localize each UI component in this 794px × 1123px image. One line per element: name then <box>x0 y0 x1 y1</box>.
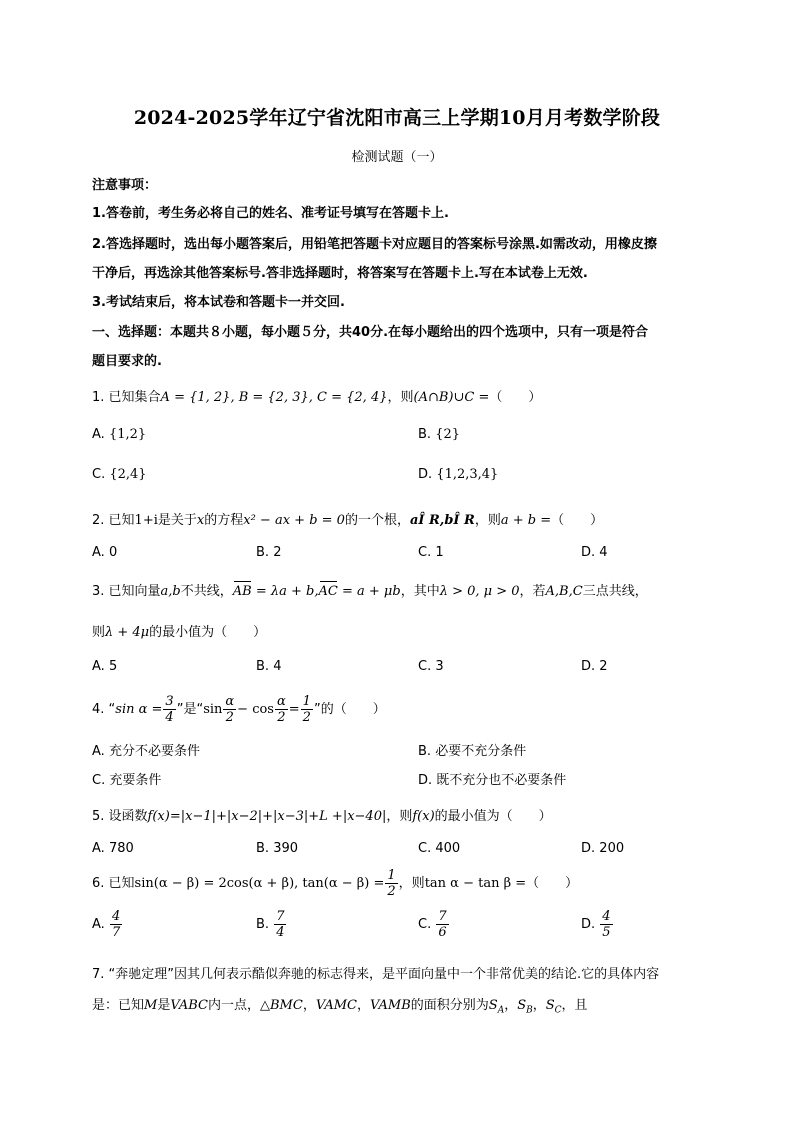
q6-expr: tan α − tan β = <box>424 876 527 891</box>
option-text: 4 <box>273 659 282 674</box>
q5-text-b: ，则 <box>386 809 413 824</box>
notice-item-1: 1.答卷前，考生务必将自己的姓名、准考证号填写在答题卡上. <box>92 206 449 221</box>
option-text: {2} <box>435 427 461 442</box>
q7-area-a: S <box>488 998 498 1013</box>
q6-condition: sin(α − β) = 2cos(α + β), tan(α − β) = <box>134 876 385 891</box>
q5-fx: f(x) <box>412 809 435 824</box>
q4-option-d[interactable] <box>418 769 566 788</box>
q7-text-b: 是 <box>157 998 171 1013</box>
q3-line2-b: 的最小值为（ ） <box>149 625 267 640</box>
option-text: 2 <box>599 659 608 674</box>
q2-option-c[interactable] <box>418 545 444 560</box>
q6-frac <box>385 868 397 899</box>
option-text: 400 <box>435 841 461 856</box>
q3-points: A,B,C <box>545 584 583 599</box>
q5-option-b[interactable] <box>256 841 298 856</box>
page-title: 2024-2025学年辽宁省沈阳市高三上学期10月月考数学阶段 <box>133 107 661 129</box>
q1-expr: (A∩B)∪C = <box>413 390 490 405</box>
option-label: C. <box>418 917 432 932</box>
q3-expr: λ + 4μ <box>105 625 150 640</box>
q3-text-b: 不共线， <box>180 584 233 599</box>
q7-triangle-amc: VAMC <box>315 998 357 1013</box>
question-3-stem-cont <box>92 621 266 640</box>
option-label: C. <box>418 841 432 856</box>
option-frac <box>436 909 448 940</box>
question-5-stem <box>92 805 552 824</box>
q7-sep: ， <box>532 998 546 1013</box>
option-label: C. <box>92 773 106 788</box>
option-label: B. <box>256 659 270 674</box>
q2-text-a: 2. 已知 <box>92 513 135 528</box>
q4-option-b[interactable] <box>418 740 526 759</box>
q3-condition: λ > 0, μ > 0 <box>439 584 520 599</box>
option-label: A. <box>92 744 105 759</box>
q1-text-b: ，则 <box>387 390 414 405</box>
q1-paren: （ ） <box>489 390 542 405</box>
q3-option-a[interactable] <box>92 659 117 674</box>
notice-item-3: 3.考试结束后，将本试卷和答题卡一并交回. <box>92 295 345 310</box>
q3-ac-expr: = a + μb <box>337 584 401 599</box>
option-text: 4 <box>599 545 608 560</box>
q6-text-b: ，则 <box>398 876 425 891</box>
frac-den: 2 <box>277 710 286 725</box>
question-7-stem-cont <box>92 994 588 1016</box>
option-text: {1,2,3,4} <box>436 467 499 482</box>
q3-text-e: 三点共线， <box>582 584 648 599</box>
option-text: 既不充分也不必要条件 <box>436 773 567 788</box>
question-6-stem <box>92 868 578 899</box>
q4-text-b: ”是“ <box>176 702 204 717</box>
q7-triangle-bmc: △BMC <box>260 998 303 1013</box>
q6-text-a: 6. 已知 <box>92 876 135 891</box>
q7-area-c: S <box>545 998 555 1013</box>
notice-item-2-cont: 干净后，再选涂其他答案标号.答非选择题时，将答案写在答题卡上.写在本试卷上无效. <box>92 266 588 281</box>
q1-text: 1. 已知集合 <box>92 390 161 405</box>
section-heading-cont: 题目要求的. <box>92 354 162 369</box>
q5-option-d[interactable] <box>581 841 624 856</box>
option-label: A. <box>92 917 105 932</box>
option-label: A. <box>92 427 105 442</box>
option-frac <box>110 909 122 940</box>
q1-option-b[interactable] <box>418 427 460 442</box>
q2-text-b: 是关于 <box>157 513 197 528</box>
q3-line2-a: 则 <box>92 625 106 640</box>
option-text: 390 <box>273 841 299 856</box>
q3-vectors: a,b <box>160 584 181 599</box>
option-label: B. <box>256 841 270 856</box>
option-label: B. <box>418 427 432 442</box>
q7-sep: ， <box>504 998 518 1013</box>
frac-den: 4 <box>165 710 174 725</box>
q4-option-a[interactable] <box>92 740 200 759</box>
notice-heading: 注意事项： <box>92 178 158 193</box>
option-text: 200 <box>599 841 625 856</box>
frac-den: 4 <box>276 925 285 940</box>
q2-option-a[interactable] <box>92 545 117 560</box>
q4-text-c: ”的（ ） <box>313 702 386 717</box>
option-text: 2 <box>273 545 282 560</box>
frac-num: α <box>225 694 235 709</box>
q3-vector-ab: AB <box>232 584 252 599</box>
q5-text-c: 的最小值为（ ） <box>434 809 552 824</box>
question-2-stem <box>92 509 603 528</box>
option-text: {1,2} <box>108 427 147 442</box>
option-label: C. <box>418 659 432 674</box>
q4-frac-4 <box>301 694 313 725</box>
option-frac <box>274 909 286 940</box>
frac-num: 7 <box>276 909 285 924</box>
q2-root: 1+i <box>134 513 158 528</box>
q7-area-a-sub: A <box>497 1005 505 1016</box>
option-text: 充要条件 <box>109 773 162 788</box>
q3-option-b[interactable] <box>256 659 281 674</box>
frac-num: 4 <box>602 909 611 924</box>
q7-text-c: 内一点， <box>207 998 260 1013</box>
option-text: 0 <box>108 545 118 560</box>
q5-option-c[interactable] <box>418 841 460 856</box>
q5-text-a: 5. 设函数 <box>92 809 148 824</box>
option-text: 1 <box>435 545 444 560</box>
q2-var: x <box>196 513 205 528</box>
frac-num: 7 <box>438 909 447 924</box>
frac-den: 2 <box>387 884 396 899</box>
q4-sin2: sin <box>203 702 223 717</box>
option-label: B. <box>256 545 270 560</box>
q2-option-b[interactable] <box>256 545 281 560</box>
q2-text-e: ，则 <box>474 513 501 528</box>
q2-equation: x² − ax + b = 0 <box>243 513 345 528</box>
q6-option-c[interactable] <box>418 909 450 941</box>
q4-option-c[interactable] <box>92 769 161 788</box>
q3-vector-ac: AC <box>318 584 338 599</box>
option-text: 必要不充分条件 <box>435 744 527 759</box>
q2-expr: a + b = <box>500 513 552 528</box>
question-3-stem <box>92 580 648 599</box>
option-label: A. <box>92 841 105 856</box>
q4-frac-1 <box>163 694 175 725</box>
q7-sep: ， <box>302 998 316 1013</box>
q3-ab-expr: = λa + b, <box>251 584 319 599</box>
q7-text-d: 的面积分别为 <box>410 998 489 1013</box>
option-label: D. <box>581 545 596 560</box>
q7-text-e: ，且 <box>561 998 588 1013</box>
q2-condition: aÎ R,bÎ R <box>409 513 475 528</box>
option-label: B. <box>256 917 270 932</box>
q7-text-a: 是：已知 <box>92 998 145 1013</box>
q7-point-m: M <box>144 998 158 1013</box>
q3-option-d[interactable] <box>581 659 608 674</box>
q6-option-b[interactable] <box>256 909 287 941</box>
q6-option-d[interactable] <box>581 909 614 941</box>
frac-den: 7 <box>111 925 121 940</box>
option-label: D. <box>581 659 596 674</box>
q4-frac-2 <box>223 694 236 725</box>
q4-text-a: 4. “ <box>92 702 116 717</box>
option-label: D. <box>581 917 596 932</box>
q1-sets: A = {1, 2}, B = {2, 3}, C = {2, 4} <box>160 390 388 405</box>
q7-area-c-sub: C <box>554 1005 562 1016</box>
q7-triangle-abc: VABC <box>170 998 208 1013</box>
option-label: D. <box>418 467 433 482</box>
option-label: C. <box>418 545 432 560</box>
frac-den: 6 <box>438 925 447 940</box>
frac-num: 1 <box>302 694 311 709</box>
frac-den: 2 <box>225 710 234 725</box>
option-label: A. <box>92 545 105 560</box>
section-heading: 一、选择题：本题共８小题，每小题５分，共40分.在每小题给出的四个选项中，只有一项是符合 <box>92 325 649 340</box>
q7-sep: ， <box>356 998 370 1013</box>
option-text: 3 <box>435 659 444 674</box>
question-4-stem <box>92 694 386 725</box>
q1-option-d[interactable] <box>418 467 498 482</box>
frac-den: 5 <box>602 925 611 940</box>
q4-eq: = <box>288 702 300 717</box>
frac-num: 1 <box>387 868 396 883</box>
q1-option-c[interactable] <box>92 467 147 482</box>
q5-option-a[interactable] <box>92 841 134 856</box>
option-text: {2,4} <box>109 467 147 482</box>
option-label: D. <box>418 773 433 788</box>
q4-sin: sin α = <box>115 702 163 717</box>
q3-option-c[interactable] <box>418 659 444 674</box>
frac-num: 3 <box>165 694 174 709</box>
notice-item-2: 2.答选择题时，选出每小题答案后，用铅笔把答题卡对应题目的答案标号涂黑.如需改动，用橡皮擦 <box>92 237 657 252</box>
q5-function: f(x)=|x−1|+|x−2|+|x−3|+L +|x−40| <box>147 809 387 824</box>
page-subtitle: 检测试题（一） <box>351 150 443 165</box>
q1-option-a[interactable] <box>92 427 146 442</box>
q4-frac-3 <box>275 694 288 725</box>
question-1-stem <box>92 386 541 405</box>
q3-text-a: 3. 已知向量 <box>92 584 161 599</box>
q6-paren: （ ） <box>526 876 579 891</box>
option-text: 780 <box>108 841 134 856</box>
q7-area-b: S <box>517 998 527 1013</box>
q7-area-b-sub: B <box>526 1005 533 1016</box>
option-label: C. <box>92 467 106 482</box>
q3-text-c: ，其中 <box>400 584 440 599</box>
option-frac <box>600 909 612 940</box>
q6-option-a[interactable] <box>92 909 123 941</box>
q3-text-d: ，若 <box>519 584 546 599</box>
option-text: 5 <box>108 659 118 674</box>
q2-text-d: 的一个根， <box>344 513 410 528</box>
option-label: D. <box>581 841 596 856</box>
option-text: 充分不必要条件 <box>108 744 200 759</box>
q2-paren: （ ） <box>551 513 604 528</box>
option-label: B. <box>418 744 432 759</box>
q2-option-d[interactable] <box>581 545 608 560</box>
frac-num: α <box>276 694 286 709</box>
frac-num: 4 <box>111 909 121 924</box>
q7-triangle-amb: VAMB <box>370 998 411 1013</box>
option-label: A. <box>92 659 105 674</box>
frac-den: 2 <box>302 710 311 725</box>
question-7-stem: 7. “奔驰定理”因其几何表示酷似奔驰的标志得来，是平面向量中一个非常优美的结论.它的具体内容 <box>92 967 660 982</box>
q4-cos: − cos <box>237 702 274 717</box>
q2-text-c: 的方程 <box>204 513 244 528</box>
